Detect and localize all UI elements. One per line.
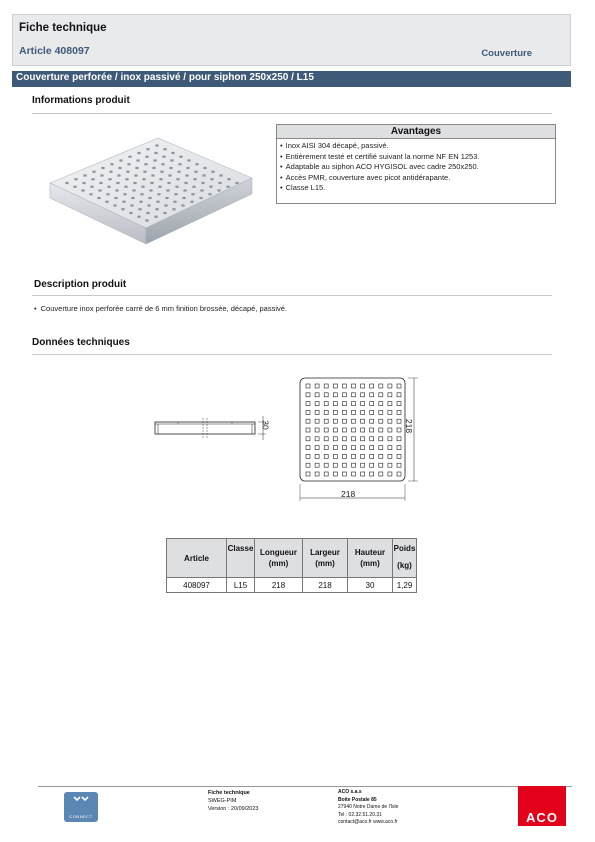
width-dimension: 218 [341,489,356,499]
footer-company-info [338,789,398,827]
perforation-hole [226,186,229,188]
perforation-hole [217,189,220,191]
perforation-hole [124,186,127,188]
perforation-hole [142,178,145,180]
perforation-hole [133,182,136,184]
cell-longueur: 218 [255,578,303,593]
perforation-hole [203,167,206,169]
perforation-hole [152,167,155,169]
header-largeur-label: Largeur [310,548,340,557]
perforation-hole [109,171,112,173]
perforation-hole [125,178,128,180]
perforation-hole [98,189,101,191]
footer-company-phone: Tel : 02.32.51.20.31 [338,811,382,818]
perforation-hole [202,174,205,176]
perforation-hole [155,208,158,210]
cell-hauteur: 30 [348,578,393,593]
perforation-hole [170,159,173,161]
perforation-hole [74,178,77,180]
advantage-item: • Classe L15. [280,183,555,194]
perforation-hole [150,182,153,184]
header-poids-label: Poids [393,544,416,553]
perforation-hole [173,201,176,203]
perforation-hole [148,197,151,199]
footer-doc-type: Fiche technique [208,790,250,796]
spec-table [166,538,417,593]
perforation-hole [108,178,111,180]
perforation-hole [199,197,202,199]
footer-company-contact[interactable]: contact@aco.fr www.aco.fr [338,819,398,825]
perforation-hole [187,159,190,161]
perforation-hole [171,152,174,154]
aco-logo-text: ACO [526,810,558,825]
category-label: Couverture [481,48,532,59]
perforation-hole [178,163,181,165]
footer-divider [38,786,572,787]
perforation-hole [105,201,108,203]
section-title-technical: Données techniques [32,337,130,348]
perforation-hole [218,182,221,184]
perforation-hole [140,193,143,195]
perforation-hole [165,197,168,199]
perforation-hole [195,163,198,165]
perforation-hole [153,159,156,161]
perforation-hole [138,208,141,210]
header-longueur [255,539,303,578]
perforation-hole [90,186,93,188]
section-divider [32,113,552,114]
perforation-hole [157,193,160,195]
section-divider [32,295,552,296]
depth-dimension: 218 [404,418,415,434]
perforation-hole [136,159,139,161]
perforation-hole [166,189,169,191]
product-title: Couverture perforée / inox passivé / pour siphon 250x250 / L15 [16,72,314,83]
footer-doc-source: SWEG-PIM [208,798,237,804]
perforation-hole [192,186,195,188]
perforation-hole [174,193,177,195]
header-hauteur-label: Hauteur [354,548,386,557]
cell-largeur: 218 [303,578,348,593]
perforation-hole [135,167,138,169]
chevron-down-icon [73,796,89,806]
perforation-hole [158,186,161,188]
perforation-hole [194,171,197,173]
advantages-box [276,124,556,204]
section-divider [32,354,552,355]
perforation-hole [163,212,166,214]
perforation-hole [91,178,94,180]
table-row [167,578,417,593]
connect-label: CONNECT [69,814,93,819]
connect-logo [64,792,98,822]
table-header-row [167,539,417,578]
perforation-hole [183,189,186,191]
header-article: Article [167,539,227,578]
perforation-hole [155,144,158,146]
header-largeur-unit: (mm) [315,559,335,568]
perforation-hole [184,182,187,184]
header-box [12,14,571,66]
perforation-hole [81,189,84,191]
perforation-hole [186,167,189,169]
perforation-hole [143,171,146,173]
perforation-hole [181,204,184,206]
perforation-hole [227,178,230,180]
cell-article: 408097 [167,578,227,593]
cell-poids: 1,29 [393,578,417,593]
perforation-hole [129,212,132,214]
advantage-item: • Adaptable au siphon ACO HYGISOL avec cadre 250x250. [280,162,555,173]
perforation-hole [193,178,196,180]
perforation-hole [163,148,166,150]
perforation-hole [201,182,204,184]
perforation-hole [179,156,182,158]
perforation-hole [177,171,180,173]
perforation-hole [99,182,102,184]
perforation-hole [146,212,149,214]
perforation-hole [209,186,212,188]
header-largeur [303,539,348,578]
advantages-list [277,139,555,194]
perforation-hole [107,186,110,188]
header-hauteur [348,539,393,578]
perforation-hole [147,204,150,206]
perforation-hole [191,193,194,195]
perforation-hole [132,189,135,191]
perforation-hole [114,197,117,199]
description-item: • Couverture inox perforée carré de 6 mm finition brossée, décapé, passivé. [34,304,287,313]
perforation-hole [122,201,125,203]
perforation-hole [167,182,170,184]
perforation-hole [176,178,179,180]
perforation-hole [182,197,185,199]
aco-logo [518,786,566,826]
advantage-item: • Inox AISI 304 décapé, passivé. [280,141,555,152]
advantage-item: • Entièrement testé et certifié suivant la norme NF EN 1253. [280,152,555,163]
perforation-hole [149,189,152,191]
perforation-hole [190,201,193,203]
perforation-hole [134,174,137,176]
header-classe: Classe [227,539,255,578]
height-dimension: 30 [260,420,271,430]
header-hauteur-unit: (mm) [360,559,380,568]
perforation-hole [115,189,118,191]
header-poids [393,539,417,578]
perforation-hole [235,182,238,184]
perforation-hole [161,163,164,165]
perforation-hole [154,216,157,218]
perforation-hole [208,193,211,195]
advantages-title: Avantages [277,125,555,139]
perforation-hole [131,197,134,199]
perforation-hole [73,186,76,188]
perforation-hole [156,201,159,203]
perforation-hole [172,208,175,210]
perforation-hole [113,204,116,206]
perforation-hole [92,171,95,173]
perforation-hole [185,174,188,176]
perforation-hole [219,174,222,176]
perforation-hole [160,171,163,173]
footer-company-city: 27940 Notre Dame de l'Isle [338,804,399,810]
header-longueur-label: Longueur [260,548,297,557]
perforation-hole [210,178,213,180]
header-longueur-unit: (mm) [268,559,289,568]
perforation-hole [154,152,157,154]
perforation-hole [127,163,130,165]
perforation-hole [118,167,121,169]
perforation-hole [169,167,172,169]
footer-company-address: Boite Postale 85 [338,796,377,803]
perforation-hole [151,174,154,176]
perforation-hole [83,174,86,176]
perforation-hole [141,186,144,188]
description-list [34,304,287,313]
perforation-hole [137,152,140,154]
perforation-hole [144,163,147,165]
perforation-hole [168,174,171,176]
perforation-hole [137,216,140,218]
perforation-hole [123,193,126,195]
perforation-hole [145,219,148,221]
footer-doc-version: Version : 20/09/2023 [208,806,259,812]
perforation-hole [145,156,148,158]
perforation-hole [110,163,113,165]
perforation-hole [126,171,129,173]
product-title-bar [12,71,571,87]
perforation-hole [106,193,109,195]
advantage-item: • Accès PMR, couverture avec picot antidérapante. [280,173,555,184]
perforation-hole [121,208,124,210]
top-view-drawing [296,374,421,504]
perforation-hole [139,201,142,203]
perforation-hole [100,174,103,176]
perforation-hole [211,171,214,173]
article-number: Article 408097 [19,45,90,57]
perforation-hole [130,204,133,206]
perforation-hole [89,193,92,195]
perforation-hole [175,186,178,188]
perforation-hole [97,197,100,199]
section-title-description: Description produit [34,279,127,290]
perforation-hole [162,156,165,158]
header-poids-unit: (kg) [397,561,412,570]
document-title: Fiche technique [19,22,107,34]
perforation-hole [200,189,203,191]
perforation-hole [159,178,162,180]
perforation-hole [146,148,149,150]
perforation-hole [82,182,85,184]
perforation-hole [116,182,119,184]
section-title-info: Informations produit [32,95,130,106]
cell-classe: L15 [227,578,255,593]
perforation-hole [117,174,120,176]
footer-document-info [208,789,258,813]
product-image [40,138,265,256]
perforation-hole [128,156,131,158]
footer-company-name: ACO s.a.s [338,789,362,795]
perforation-hole [164,204,167,206]
perforation-hole [119,159,122,161]
perforation-hole [65,182,68,184]
perforation-hole [101,167,104,169]
